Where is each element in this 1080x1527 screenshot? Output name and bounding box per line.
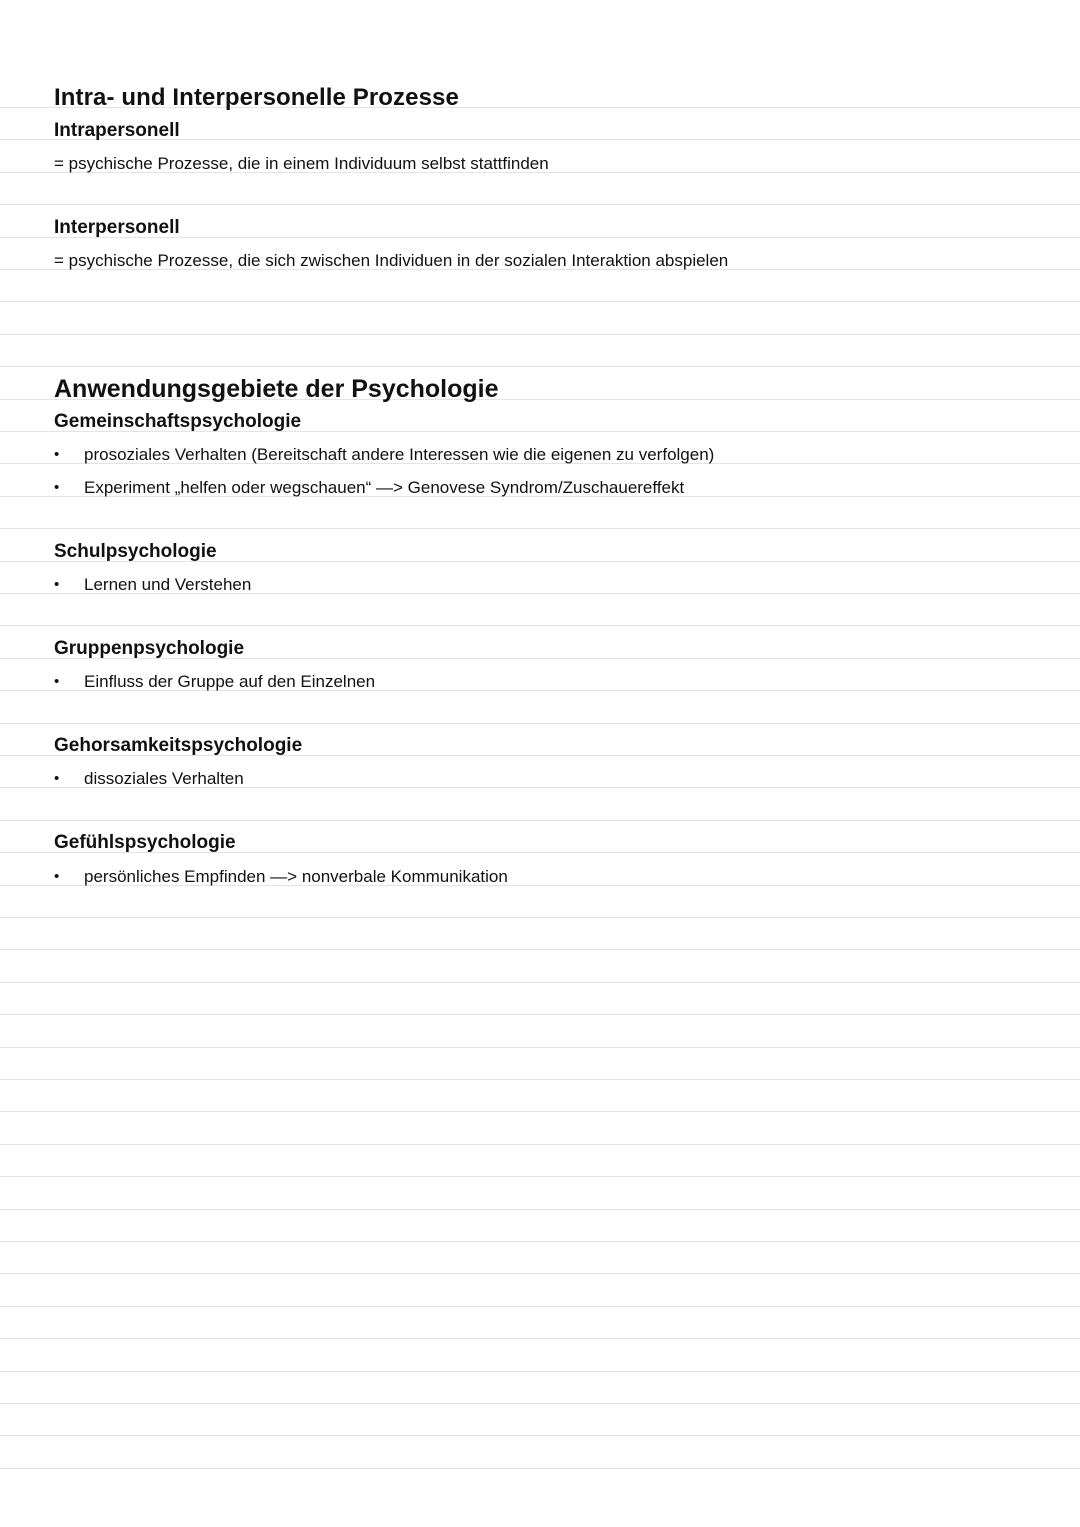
definition-interpersonell: = psychische Prozesse, die sich zwischen Individuen in der sozialen Interaktion abspielen (54, 251, 729, 270)
heading-intrapersonell: Intrapersonell (54, 120, 180, 141)
ruled-line (0, 1111, 1080, 1112)
list-item: Experiment „helfen oder wegschauen“ —> Genovese Syndrom/Zuschauereffekt (84, 478, 685, 497)
heading-schulpsychologie: Schulpsychologie (54, 541, 217, 562)
bullet-marker: • (54, 479, 60, 496)
ruled-line (0, 1144, 1080, 1145)
ruled-line (0, 1047, 1080, 1048)
ruled-line (0, 1273, 1080, 1274)
ruled-line (0, 1079, 1080, 1080)
ruled-line (0, 1403, 1080, 1404)
ruled-line (0, 1338, 1080, 1339)
heading-interpersonell: Interpersonell (54, 217, 180, 238)
heading-gemeinschaftspsychologie: Gemeinschaftspsychologie (54, 411, 302, 432)
definition-intrapersonell: = psychische Prozesse, die in einem Individuum selbst stattfinden (54, 154, 549, 173)
ruled-line (0, 301, 1080, 302)
ruled-line (0, 723, 1080, 724)
ruled-line (0, 1241, 1080, 1242)
list-item: dissoziales Verhalten (84, 769, 244, 788)
ruled-line (0, 1435, 1080, 1436)
list-item: prosoziales Verhalten (Bereitschaft andere Interessen wie die eigenen zu verfolgen) (84, 445, 715, 464)
ruled-line (0, 917, 1080, 918)
bullet-marker: • (54, 868, 60, 885)
ruled-line (0, 982, 1080, 983)
ruled-line (0, 820, 1080, 821)
heading-gehorsamkeitspsychologie: Gehorsamkeitspsychologie (54, 735, 303, 756)
heading-gefuehlspsychologie: Gefühlspsychologie (54, 832, 236, 853)
heading-gruppenpsychologie: Gruppenpsychologie (54, 638, 245, 659)
list-item: persönliches Empfinden —> nonverbale Kommunikation (84, 867, 508, 886)
ruled-line (0, 528, 1080, 529)
section-title-anwendungsgebiete: Anwendungsgebiete der Psychologie (54, 375, 499, 403)
ruled-line (0, 1468, 1080, 1469)
ruled-line (0, 625, 1080, 626)
ruled-line (0, 1176, 1080, 1177)
ruled-line (0, 204, 1080, 205)
list-item: Einfluss der Gruppe auf den Einzelnen (84, 672, 376, 691)
ruled-line (0, 366, 1080, 367)
bullet-marker: • (54, 446, 60, 463)
ruled-line (0, 1306, 1080, 1307)
section-title-intra-inter: Intra- und Interpersonelle Prozesse (54, 84, 459, 111)
ruled-line (0, 1371, 1080, 1372)
list-item: Lernen und Verstehen (84, 575, 252, 594)
bullet-marker: • (54, 770, 60, 787)
ruled-line (0, 949, 1080, 950)
bullet-marker: • (54, 673, 60, 690)
ruled-line (0, 1014, 1080, 1015)
ruled-line (0, 1209, 1080, 1210)
bullet-marker: • (54, 576, 60, 593)
ruled-line (0, 334, 1080, 335)
